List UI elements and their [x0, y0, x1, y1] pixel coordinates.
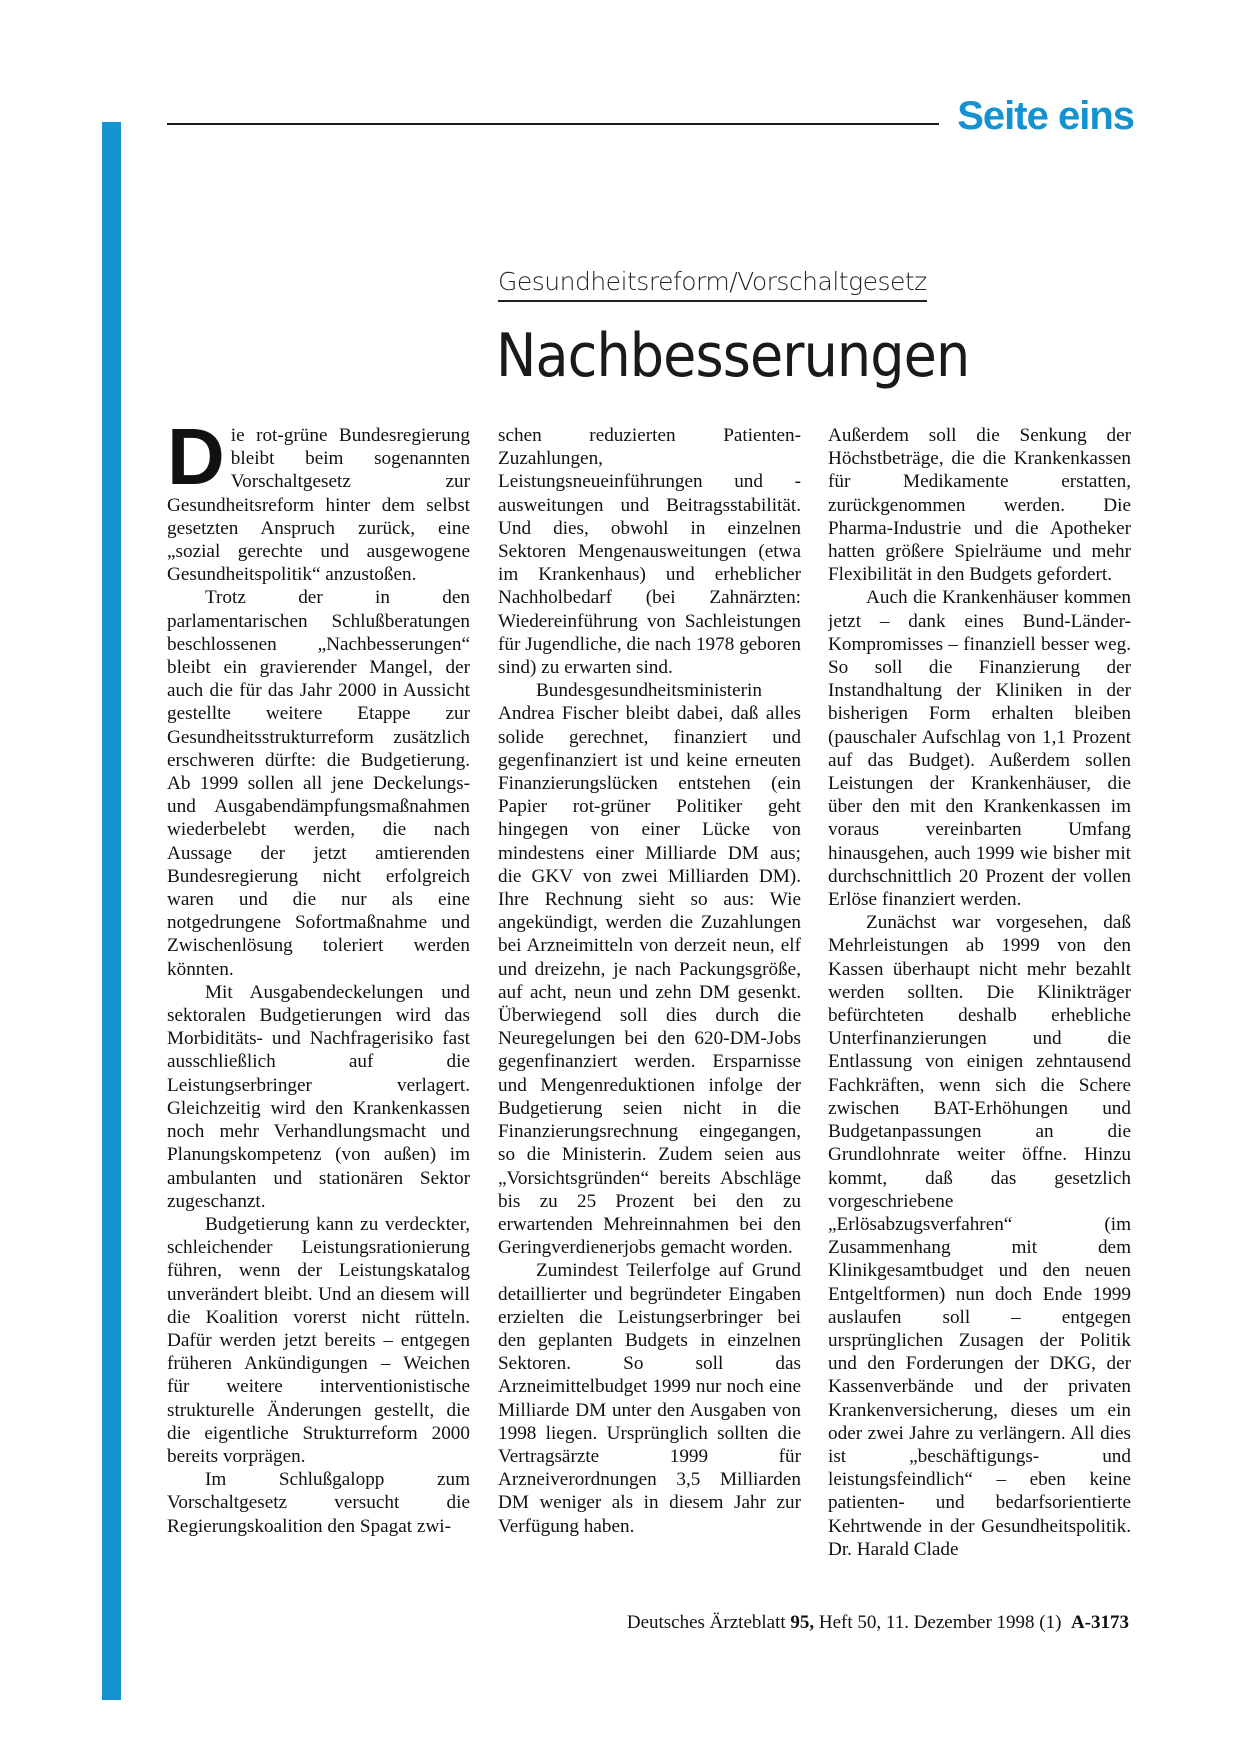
volume-number: 95, [790, 1612, 815, 1633]
paragraph: Zumindest Teilerfolge auf Grund detaillierter und begründeter Eingaben erzielten die Leistungserbringer bei den geplanten Budgets in einzelnen Sektoren. So soll das Arzneimittelbudget 1999 nur noch eine Milliarde DM unter den Ausgaben von 1998 liegen. Ursprünglich sollten die Vertragsärzte 1999 für Arzneiverordnungen 3,5 Milliarden DM weniger als in diesem Jahr zur Verfügung haben. [498, 1260, 801, 1537]
section-label: Seite eins [957, 94, 1134, 138]
paragraph: Mit Ausgabendeckelungen und sektoralen Budgetierungen wird das Morbiditäts- und Nachfragerisiko fast ausschließlich auf die Leistungserbringer verlagert. Gleichzeitig wird den Krankenkassen noch mehr Verhandlungsmacht und Planungskompetenz (von außen) im ambulanten und stationären Sektor zugeschanzt. [167, 981, 470, 1212]
paragraph: Auch die Krankenhäuser kommen jetzt – dank eines Bund-Länder-Kompromisses – finanziell besser weg. So soll die Finanzierung der Instandhaltung der Kliniken in der bisherigen Form erhalten bleiben (pauschaler Aufschlag von 1,1 Prozent auf das Budget). Außerdem sollen Leistungen der Krankenhäuser, die über den mit den Krankenkassen im voraus vereinbarten Umfang hinausgehen, auch 1999 wie bisher mit durchschnittlich 20 Prozent der vollen Erlöse finanziert werden. [828, 587, 1131, 911]
paragraph: Zunächst war vorgesehen, daß Mehrleistungen ab 1999 von den Kassen überhaupt nicht mehr bezahlt werden sollten. Die Klinikträger befürchteten deshalb erhebliche Unterfinanzierungen und die Entlassung von einigen zehntausend Fachkräften, wenn sich die Schere zwischen BAT-Erhöhungen und Budgetanpassungen an die Grundlohnrate weiter öffne. Hinzu kommt, daß das gesetzlich vorgeschriebene „Erlösabzugsverfahren“ (im Zusammenhang mit dem Klinikgesamtbudget und den neuen Entgeltformen) nun doch Ende 1999 auslaufen soll – entgegen ursprünglichen Zusagen der Politik und den Forderungen der DKG, der Kassenverbände und der privaten Krankenversicherung, dieses um ein oder zwei Jahre zu verlängern. All dies ist „beschäftigungs- und leistungsfeindlich“ – eben keine patienten- und bedarfsorientierte Kehrtwende in der Gesundheitspolitik. Dr. Harald Clade [828, 912, 1131, 1560]
issue-info: Heft 50, 11. Dezember 1998 (1) [818, 1612, 1062, 1633]
accent-side-bar [102, 122, 121, 1700]
drop-cap: D [167, 424, 225, 501]
header-rule [167, 123, 939, 125]
page-number: A-3173 [1070, 1612, 1129, 1633]
article-column-2 [498, 424, 801, 1594]
paragraph: Außerdem soll die Senkung der Höchstbeträge, die die Krankenkassen für Medikamente erstatten, zurückgenommen werden. Die Pharma-Industrie und die Apotheker hatten größere Spielräume und mehr Flexibilität in den Budgets gefordert. [828, 425, 1131, 586]
paragraph: Bundesgesundheitsministerin Andrea Fischer bleibt dabei, daß alles solide gerechnet, finanziert und gegenfinanziert ist und keine erneuten Finanzierungslücken entstehen (ein Papier rot-grüner Politiker geht hingegen von einer Lücke von mindestens einer Milliarde DM aus; die GKV von zwei Milliarden DM). Ihre Rechnung sieht so aus: Wie angekündigt, werden die Zuzahlungen bei Arzneimitteln von derzeit neun, elf und dreizehn, je nach Packungsgröße, auf acht, neun und zehn DM gesenkt. Überwiegend soll dies durch die Neuregelungen bei den 620-DM-Jobs gegenfinanziert werden. Ersparnisse und Mengenreduktionen infolge der Budgetierung seien nicht in die Finanzierungsrechnung eingegangen, so die Ministerin. Zudem seien aus „Vorsichtsgründen“ bereits Abschläge bis zu 25 Prozent bei den zu erwartenden Mehreinnahmen bei den Geringverdienerjobs gemacht worden. [498, 680, 801, 1259]
article-column-3 [828, 424, 1131, 1594]
article-headline: Nachbesserungen [496, 321, 970, 391]
paragraph: Budgetierung kann zu verdeckter, schleichender Leistungsrationierung führen, wenn der Leistungskatalog unverändert bleibt. Und an diesem will die Koalition vorerst nicht rütteln. Dafür werden jetzt bereits – entgegen früheren Ankündigungen – Weichen für weitere interventionistische strukturelle Änderungen gestellt, die die eigentliche Strukturreform 2000 bereits vorprägen. [167, 1213, 470, 1467]
article-column-1 [167, 424, 470, 1594]
paragraph: Im Schlußgalopp zum Vorschaltgesetz versucht die Regierungskoalition den Spagat zwi- [167, 1469, 470, 1537]
paragraph: schen reduzierten Patienten-Zuzahlungen, Leistungsneueinführungen und -ausweitungen und Beitragsstabilität. Und dies, obwohl in einzelnen Sektoren Mengenausweitungen (etwa im Krankenhaus) und erheblicher Nachholbedarf (bei Zahnärzten: Wiedereinführung von Sachleistungen für Jugendliche, die nach 1978 geboren sind) zu erwarten sind. [498, 425, 801, 679]
article-kicker: Gesundheitsreform/Vorschaltgesetz [498, 267, 927, 302]
page-footer [627, 1612, 1129, 1634]
paragraph: Die rot-grüne Bundesregierung bleibt beim sogenannten Vorschaltgesetz zur Gesundheitsreform hinter dem selbst gesetzten Anspruch zurück, eine „sozial gerechte und ausgewogene Gesundheitspolitik“ anzustoßen. [167, 424, 470, 586]
paragraph: Trotz der in den parlamentarischen Schlußberatungen beschlossenen „Nachbesserungen“ bleibt ein gravierender Mangel, der auch die für das Jahr 2000 in Aussicht gestellte weitere Etappe zur Gesundheitsstrukturreform zusätzlich erschweren dürfte: die Budgetierung. Ab 1999 sollen all jene Deckelungs- und Ausgabendämpfungsmaßnahmen wiederbelebt werden, die nach Aussage der jetzt amtierenden Bundesregierung nicht erfolgreich waren und die nur als eine notgedrungene Sofortmaßnahme und Zwischenlösung toleriert werden könnten. [167, 587, 470, 980]
journal-name: Deutsches Ärzteblatt [626, 1612, 786, 1633]
